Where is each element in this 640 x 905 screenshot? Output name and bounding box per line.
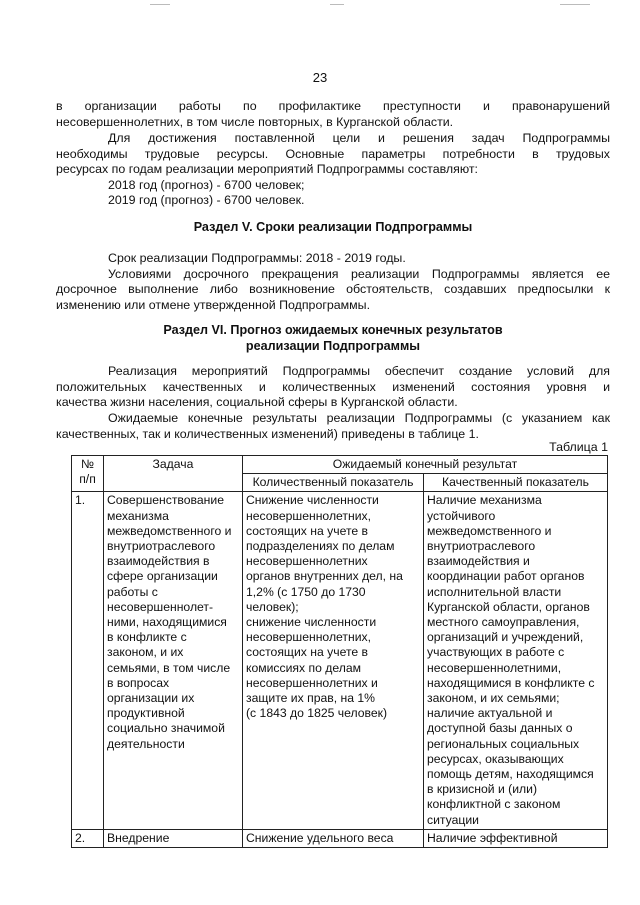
paragraph-term (56, 251, 610, 313)
cell-line: подразделениях по делам (246, 539, 395, 554)
cell-line: Совершенствование (107, 493, 224, 508)
cell-line: ресурсах, оказывающих (427, 751, 564, 766)
cell-line: несовершеннолет- (107, 599, 214, 614)
text-line: 2018 год (прогноз) - 6700 человек; (108, 177, 305, 192)
section-6-heading-line-2: реализации Подпрограммы (245, 339, 421, 353)
row-number: 1. (72, 492, 104, 829)
cell-line: местного самоуправления, (427, 615, 580, 630)
cell-line: взаимодействия в (107, 554, 210, 569)
qualitative-cell (424, 492, 608, 829)
cell-line: региональных социальных (427, 736, 580, 751)
text-line: Реализация мероприятий Подпрограммы обеспечит создание условий для (108, 364, 610, 378)
cell-line: несовершеннолетних, (246, 630, 372, 645)
text-line: 2019 год (прогноз) - 6700 человек. (108, 193, 305, 208)
cell-line: Снижение численности (246, 493, 379, 508)
cell-line: Курганской области, органов (427, 599, 590, 614)
paragraph-5 (56, 411, 610, 442)
text-line: необходимы трудовые ресурсы. Основные параметры потребности в трудовых (56, 146, 610, 161)
text-line: несовершеннолетних, в том числе повторных, в Курганской области. (56, 114, 454, 129)
cell-line: в вопросах (107, 675, 170, 690)
cell-line: 1,2% (с 1750 до 1730 (246, 584, 366, 599)
cell-line: межведомственного и (107, 523, 232, 538)
section-6-heading (56, 322, 610, 354)
cell-line: состоящих на учете в (246, 523, 369, 538)
cell-line: семьями, в том числе (107, 660, 231, 675)
text-line: качественных, так и количественных изменений) приведены в таблице 1. (56, 426, 479, 441)
cell-line: межведомственного и (427, 523, 552, 538)
cell-line: ситуации (427, 812, 479, 827)
cell-line: участвующих в работе с (427, 645, 565, 660)
cell-line: организаций и учреждений, (427, 630, 584, 645)
results-table (71, 455, 608, 848)
cell-line: социально значимой (107, 721, 225, 736)
text-line: досрочное выполнение либо возникновение обстоятельств, создавших предпосылки к (56, 282, 610, 297)
text-line: качества жизни населения, социальной сферы в Курганской области. (56, 395, 458, 410)
header-quantitative: Количественный показатель (243, 474, 424, 492)
text-line: положительных качественных и количественных изменений состояния уровня и (56, 379, 610, 394)
page-number: 23 (312, 70, 328, 85)
section-5-heading: Раздел V. Сроки реализации Подпрограммы (193, 220, 473, 234)
row-number: 2. (72, 829, 104, 847)
header-qualitative: Качественный показатель (424, 474, 608, 492)
quantitative-cell (243, 829, 424, 847)
qualitative-cell (424, 829, 608, 847)
cell-line: снижение численности (246, 615, 377, 630)
cell-line: доступной базы данных о (427, 721, 573, 736)
cell-line: конфликтной с законом (427, 797, 561, 812)
header-expected-result: Ожидаемый конечный результат (243, 456, 608, 474)
cell-line: помощь детям, находящимся (427, 767, 594, 782)
text-line: в организации работы по профилактике преступности и правонарушений (56, 99, 610, 113)
text-line: Срок реализации Подпрограммы: 2018 - 2019 годы. (108, 251, 406, 265)
paragraph-2 (56, 131, 610, 209)
text-line: изменению или отмене утвержденной Подпрограммы. (56, 297, 371, 312)
cell-line: состоящих на учете в (246, 645, 369, 660)
cell-line: органов внутренних дел, на (246, 569, 403, 584)
cell-line: защите их прав, на 1% (246, 691, 376, 706)
text-line: Условиями досрочного прекращения реализации Подпрограммы является ее (108, 266, 610, 281)
text-line: Для достижения поставленной цели и решения задач Подпрограммы (108, 131, 610, 145)
paragraph-1 (56, 99, 610, 130)
cell-line: Внедрение (107, 830, 170, 845)
header-number: № п/п (72, 456, 104, 492)
section-6-heading-line-1: Раздел VI. Прогноз ожидаемых конечных результатов (163, 323, 503, 337)
cell-line: комиссиях по делам (246, 660, 362, 675)
cell-line: несовершеннолетних, (246, 508, 372, 523)
text-line: ресурсах по годам реализации мероприятий Подпрограммы составляют: (56, 162, 478, 177)
cell-line: устойчивого (427, 508, 496, 523)
cell-line: человек); (246, 599, 299, 614)
cell-line: несовершеннолетними, (427, 660, 562, 675)
scan-mark (560, 4, 590, 5)
cell-line: в кризисной и (или) (427, 782, 538, 797)
cell-line: Снижение удельного веса (246, 830, 394, 845)
table-row (72, 829, 608, 847)
cell-line: координации работ органов (427, 569, 585, 584)
task-cell (104, 829, 243, 847)
paragraph-4 (56, 364, 610, 411)
quantitative-cell (243, 492, 424, 829)
cell-line: сфере организации (107, 569, 218, 584)
cell-line: внутриотраслевого (107, 539, 216, 554)
table-caption: Таблица 1 (549, 440, 608, 454)
cell-line: несовершеннолетних (246, 554, 368, 569)
cell-line: взаимодействия и (427, 554, 530, 569)
cell-line: исполнительной власти (427, 584, 562, 599)
cell-line: продуктивной (107, 706, 185, 721)
cell-line: законом, и их семьями; (427, 691, 560, 706)
task-cell (104, 492, 243, 829)
cell-line: (с 1843 до 1825 человек) (246, 706, 388, 721)
cell-line: наличие актуальной и (427, 706, 553, 721)
cell-line: Наличие эффективной (427, 830, 558, 845)
cell-line: деятельности (107, 736, 185, 751)
cell-line: ними, находящимися (107, 615, 227, 630)
cell-line: Наличие механизма (427, 493, 542, 508)
scan-mark (150, 4, 170, 5)
scan-mark (330, 4, 344, 5)
header-task: Задача (104, 456, 243, 492)
text-line: Ожидаемые конечные результаты реализации Подпрограммы (с указанием как (108, 411, 610, 425)
cell-line: законом, и их (107, 645, 184, 660)
cell-line: работы с (107, 584, 158, 599)
cell-line: внутриотраслевого (427, 539, 536, 554)
table-row (72, 492, 608, 829)
cell-line: в конфликте с (107, 630, 187, 645)
cell-line: механизма (107, 508, 169, 523)
cell-line: несовершеннолетних и (246, 675, 378, 690)
table-header-row (72, 456, 608, 474)
cell-line: находящимися в конфликте с (427, 675, 595, 690)
cell-line: организации их (107, 691, 195, 706)
